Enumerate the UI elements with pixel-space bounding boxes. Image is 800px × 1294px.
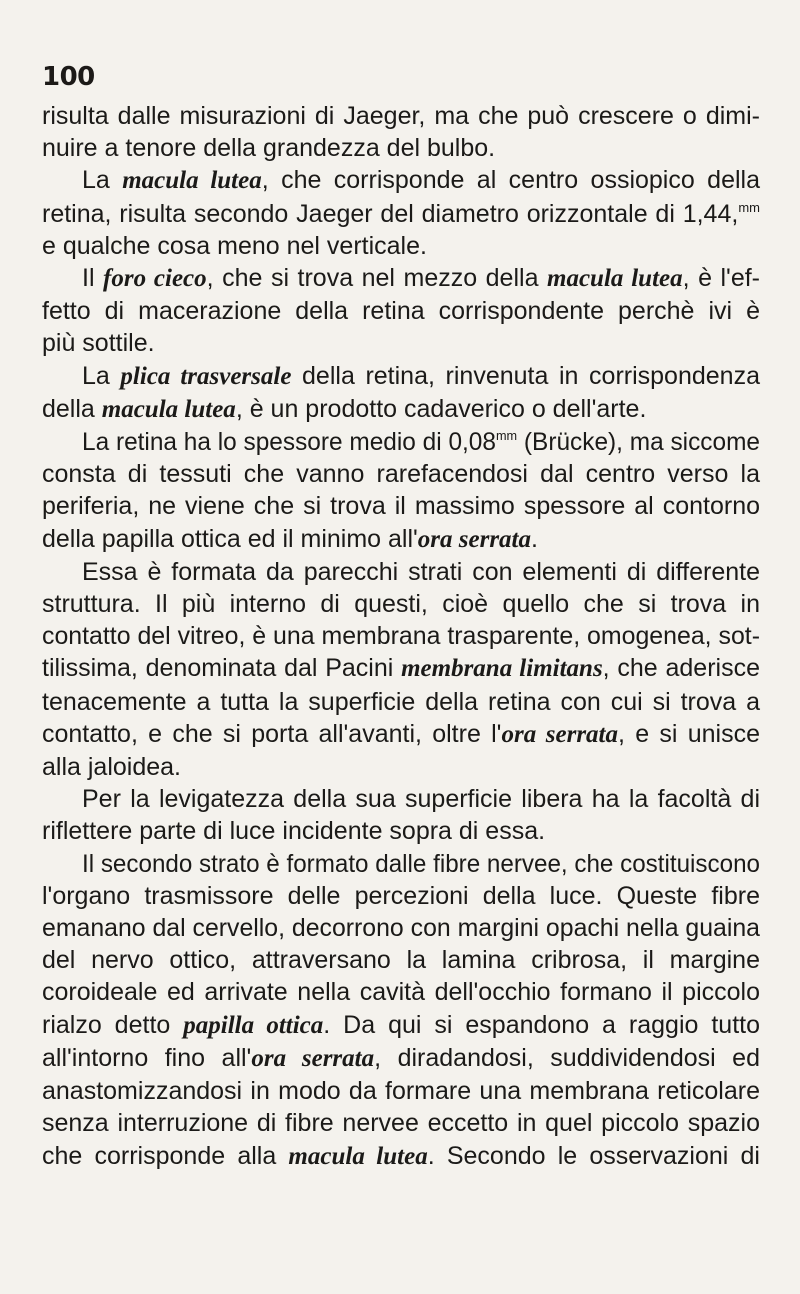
text-run: tilissima, denominata dal Pacini <box>42 654 402 683</box>
text-run: risulta dalle misurazioni di Jaeger, ma che può crescere o dimi- <box>42 102 760 130</box>
text-run: all'intorno fino all' <box>42 1043 252 1072</box>
text-line <box>42 556 760 588</box>
italic-term: membrana limitans <box>401 655 603 683</box>
text-line <box>42 783 760 815</box>
text-line <box>42 912 760 944</box>
italic-term: macula lutea <box>288 1142 428 1170</box>
text-line <box>42 848 760 880</box>
text-run: alla jaloidea. <box>42 753 181 782</box>
italic-term: foro cieco <box>103 265 207 293</box>
text-line <box>42 523 760 556</box>
text-run: Essa è formata da parecchi strati con elementi di differente <box>82 557 760 586</box>
text-run: , è un prodotto cadaverico o dell'arte. <box>235 394 647 423</box>
text-line <box>42 327 760 359</box>
text-run: periferia, ne viene che si trova il massimo spessore al contorno <box>42 492 760 521</box>
text-line <box>42 426 760 458</box>
text-run: retina, risulta secondo Jaeger del diametro orizzontale di 1,44, <box>42 199 739 228</box>
text-run: contatto del vitreo, è una membrana trasparente, omogenea, sot- <box>42 622 760 651</box>
text-run: . <box>531 524 538 553</box>
text-run: . Secondo le osservazioni di <box>427 1141 760 1170</box>
text-line <box>42 751 760 783</box>
text-run: della <box>42 394 102 423</box>
text-line <box>42 132 760 164</box>
text-run: La <box>82 166 123 195</box>
italic-term: ora serrata <box>501 720 619 748</box>
italic-term: macula lutea <box>547 265 683 293</box>
text-line <box>42 1140 760 1173</box>
text-run: consta di tessuti che vanno rarefacendosi dal centro verso la <box>42 460 760 489</box>
text-run: (Brücke), ma siccome <box>517 428 760 457</box>
text-run: tenacemente a tutta la superficie della retina con cui si trova a <box>42 687 760 716</box>
text-line <box>42 815 760 847</box>
text-run: , è l'ef- <box>682 264 760 293</box>
text-run: della retina, rinvenuta in corrispondenza <box>291 361 760 390</box>
text-run: struttura. Il più interno di questi, cioè quello che si trova in <box>42 590 760 619</box>
text-run: l'organo trasmissore delle percezioni della luce. Queste fibre <box>42 881 760 910</box>
text-run: Il secondo strato è formato dalle fibre nervee, che costituiscono <box>82 849 760 878</box>
text-line <box>42 880 760 912</box>
text-run: rialzo detto <box>42 1010 184 1039</box>
italic-term: ora serrata <box>417 525 532 553</box>
text-line <box>42 944 760 976</box>
text-line <box>42 976 760 1008</box>
unit-superscript: mm <box>495 428 518 444</box>
italic-term: ora serrata <box>251 1044 375 1072</box>
text-run: emanano dal cervello, decorrono con margini opachi nella guaina <box>42 914 760 943</box>
text-line <box>42 490 760 522</box>
text-line <box>42 100 760 132</box>
text-line <box>42 393 760 426</box>
text-run: nuire a tenore della grandezza del bulbo. <box>42 134 496 163</box>
text-run: , che si trova nel mezzo della <box>206 264 547 293</box>
text-run: , diradandosi, suddividendosi ed <box>374 1043 760 1072</box>
text-line <box>42 262 760 295</box>
text-line <box>42 164 760 197</box>
text-line <box>42 588 760 620</box>
italic-term: macula lutea <box>122 167 262 195</box>
unit-superscript: mm <box>738 199 760 215</box>
text-line <box>42 1107 760 1139</box>
text-line <box>42 718 760 751</box>
text-run: contatto, e che si porta all'avanti, oltre l' <box>42 719 502 748</box>
text-run: . Da qui si espandono a raggio tutto <box>323 1010 760 1039</box>
text-run: La <box>82 361 121 390</box>
text-line <box>42 360 760 393</box>
text-line <box>42 1075 760 1107</box>
text-line <box>42 620 760 652</box>
text-run: del nervo ottico, attraversano la lamina cribrosa, il margine <box>42 946 760 975</box>
text-run: anastomizzandosi in modo da formare una membrana reticolare <box>42 1077 760 1106</box>
italic-term: macula lutea <box>101 395 236 423</box>
text-run: della papilla ottica ed il minimo all' <box>42 524 418 553</box>
text-line <box>42 295 760 327</box>
text-run: La retina ha lo spessore medio di 0,08 <box>82 428 496 457</box>
text-line <box>42 1042 760 1075</box>
italic-term: papilla ottica <box>183 1011 324 1039</box>
text-run: , e si unisce <box>618 719 761 748</box>
text-run: Il <box>82 264 104 293</box>
text-run: riflettere parte di luce incidente sopra di essa. <box>42 817 546 846</box>
text-line <box>42 652 760 685</box>
text-run: senza interruzione di fibre nervee eccetto in quel piccolo spazio <box>42 1109 760 1138</box>
text-run: più sottile. <box>42 329 155 358</box>
text-line <box>42 686 760 718</box>
text-run: e qualche cosa meno nel verticale. <box>42 231 427 260</box>
page-number: 100 <box>42 62 95 92</box>
text-line <box>42 458 760 490</box>
text-run: fetto di macerazione della retina corrispondente perchè ivi è <box>42 297 760 326</box>
text-run: che corrisponde alla <box>42 1141 289 1170</box>
body-text <box>42 100 760 1173</box>
text-run: , che corrisponde al centro ossiopico della <box>261 166 760 195</box>
text-run: Per la levigatezza della sua superficie libera ha la facoltà di <box>82 785 760 814</box>
text-line <box>42 198 760 230</box>
italic-term: plica trasversale <box>120 362 292 390</box>
text-run: , che aderisce <box>602 654 760 683</box>
text-run: coroideale ed arrivate nella cavità dell'occhio formano il piccolo <box>42 978 760 1007</box>
text-line <box>42 230 760 262</box>
text-line <box>42 1009 760 1042</box>
